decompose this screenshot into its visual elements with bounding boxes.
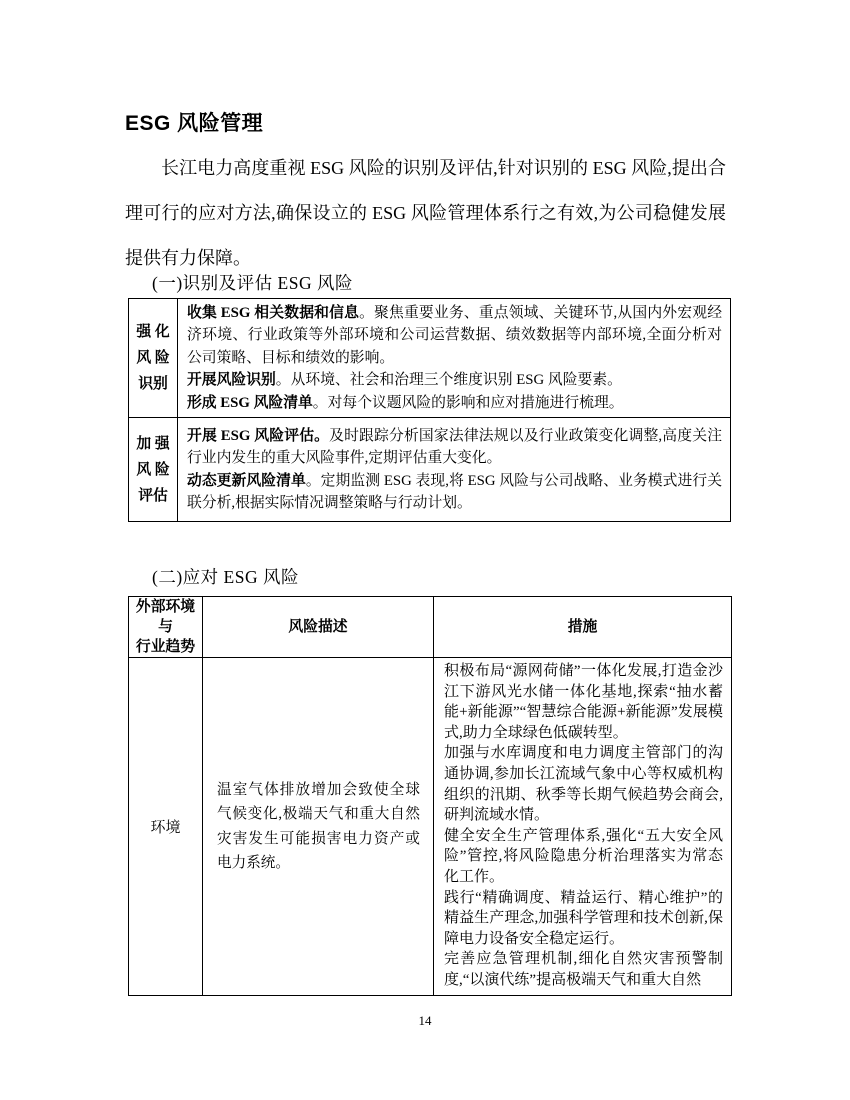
table-row (129, 299, 731, 418)
page-number: 14 (418, 1013, 432, 1028)
row-label-line: 评估 (138, 487, 168, 504)
row-label-strengthen-identification (129, 299, 178, 418)
table-row (129, 658, 732, 996)
row-content (178, 418, 731, 522)
header-line: 行业趋势 (135, 639, 196, 655)
row-content (178, 299, 731, 418)
header-line: 外部环境与 (135, 599, 196, 635)
row-label-line: 加 强 (136, 435, 170, 452)
item-text: 。对每个议题风险的影响和应对措施进行梳理。 (312, 394, 624, 411)
measure-item: 加强与水库调度和电力调度主管部门的沟通协调,参加长江流域气象中心等权威机构组织的汛期、秋季等长期气候趋势会商会,研判流域水情。 (444, 745, 723, 824)
risk-description-cell: 温室气体排放增加会致使全球气候变化,极端天气和重大自然灾害发生可能损害电力资产或电力系统。 (203, 658, 434, 996)
header-measures: 措施 (434, 597, 732, 658)
item-text: 及时跟踪分析国家法律法规以及行业政策变化调整,高度关注行业内发生的重大风险事件,定期评估重大变化。 (187, 427, 722, 467)
list-item (187, 369, 722, 391)
row-label-line: 风 险 (136, 461, 170, 478)
item-text: 。聚焦重要业务、重点领域、关键环节,从国内外宏观经济环境、行业政策等外部环境和公司运营数据、绩效数据等内部环境,全面分析对公司策略、目标和绩效的影响。 (187, 305, 722, 366)
header-risk-description: 风险描述 (203, 597, 434, 658)
list-item (187, 302, 722, 369)
measures-cell (434, 658, 732, 996)
list-item (187, 392, 722, 414)
section2-heading: (二)应对 ESG 风险 (152, 567, 299, 587)
category-environment: 环境 (129, 658, 203, 996)
row-label-line: 风 险 (136, 350, 170, 367)
item-lead: 开展 ESG 风险评估。 (187, 427, 330, 444)
row-label-line: 识别 (138, 376, 168, 393)
item-lead: 开展风险识别 (187, 372, 276, 389)
list-item (187, 425, 722, 470)
header-external-environment (129, 597, 203, 658)
item-lead: 形成 ESG 风险清单 (187, 394, 313, 411)
table-row (129, 418, 731, 522)
measure-item: 完善应急管理机制,细化自然灾害预警制度,“以演代练”提高极端天气和重大自然 (444, 951, 723, 988)
risk-response-table (128, 596, 732, 996)
risk-identification-table (128, 298, 731, 522)
row-label-line: 强 化 (136, 324, 170, 341)
item-lead: 动态更新风险清单 (187, 472, 306, 489)
table-header-row (129, 597, 732, 658)
item-lead: 收集 ESG 相关数据和信息 (187, 305, 360, 321)
item-text: 。从环境、社会和治理三个维度识别 ESG 风险要素。 (275, 372, 622, 389)
item-text: 。定期监测 ESG 表现,将 ESG 风险与公司战略、业务模式进行关联分析,根据实际情况调整策略与行动计划。 (187, 472, 722, 511)
page-title: ESG 风险管理 (125, 112, 264, 135)
measure-item: 积极布局“源网荷储”一体化发展,打造金沙江下游风光水储一体化基地,探索“抽水蓄能+新能源”“智慧综合能源+新能源”发展模式,助力全球绿色低碳转型。 (444, 663, 723, 741)
measure-item: 践行“精确调度、精益运行、精心维护”的精益生产理念,加强科学管理和技术创新,保障电力设备安全稳定运行。 (444, 889, 723, 947)
intro-paragraph: 长江电力高度重视 ESG 风险的识别及评估,针对识别的 ESG 风险,提出合理可行的应对方法,确保设立的 ESG 风险管理体系行之有效,为公司稳健发展提供有力保障。 (125, 158, 726, 268)
measure-item: 健全安全生产管理体系,强化“五大安全风险”管控,将风险隐患分析治理落实为常态化工作。 (444, 827, 723, 885)
row-label-strengthen-assessment (129, 418, 178, 522)
list-item (187, 470, 722, 515)
section1-heading: (一)识别及评估 ESG 风险 (152, 273, 353, 293)
